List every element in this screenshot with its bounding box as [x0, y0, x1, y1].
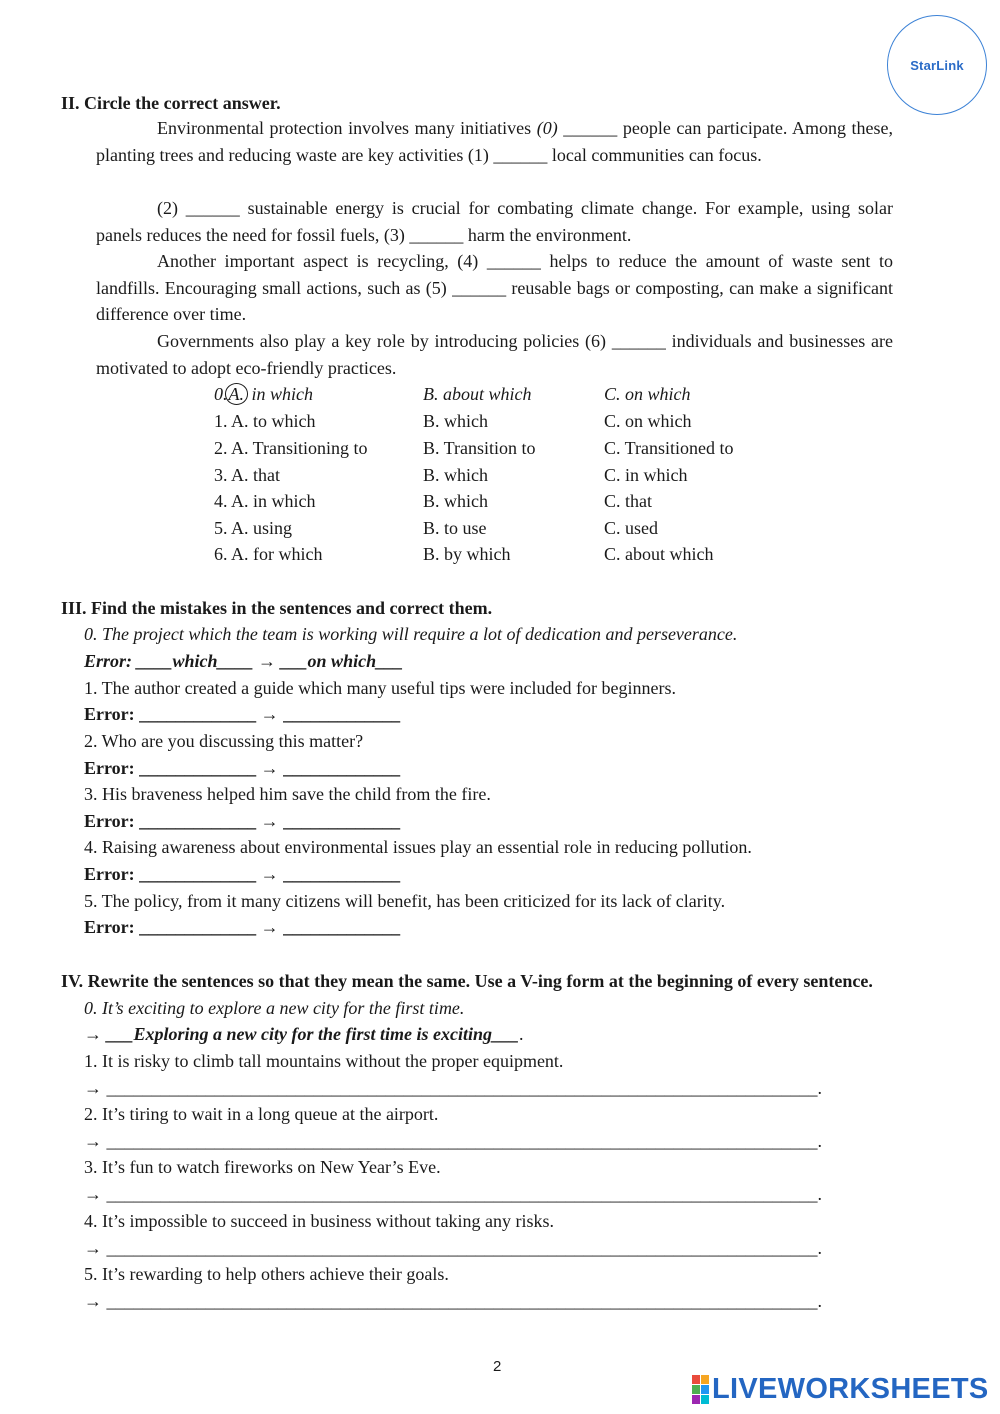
option-5-c[interactable]: C. used: [604, 518, 658, 538]
option-2-a[interactable]: 2. A. Transitioning to: [214, 438, 368, 458]
section-4-item-2-answer-line[interactable]: → _______________________________________________________________________________.: [84, 1131, 822, 1151]
section-3-item-1: 1. The author created a guide which many useful tips were included for beginners.: [84, 678, 676, 698]
option-6-c[interactable]: C. about which: [604, 544, 714, 564]
section-4-item-3-answer-line[interactable]: → _______________________________________________________________________________.: [84, 1184, 822, 1204]
paragraph-3-text: Another important aspect is recycling, (4) ______ helps to reduce the amount of waste sent to landfills. Encouraging small actions, such as (5) ______ reusable bags or composting, can make a significant difference over time.: [96, 251, 893, 325]
section-3-item-4-error-field[interactable]: Error: _____________ → _____________: [84, 864, 401, 884]
option-1-c[interactable]: C. on which: [604, 411, 692, 431]
section-3-example-sentence: 0. The project which the team is working will require a lot of dedication and perseverance.: [84, 624, 738, 644]
arrow-icon: →: [84, 1024, 102, 1044]
option-example-b: B. about which: [423, 384, 532, 404]
example-correction: on which: [307, 651, 377, 671]
option-2-c[interactable]: C. Transitioned to: [604, 438, 734, 458]
option-5-a[interactable]: 5. A. using: [214, 518, 293, 538]
paragraph-1-text: Environmental protection involves many initiatives: [157, 118, 532, 138]
section-4-example-answer: → ___Exploring a new city for the first time is exciting___.: [84, 1024, 524, 1044]
section-4-item-3: 3. It’s fun to watch fireworks on New Year’s Eve.: [84, 1157, 441, 1177]
option-1-a[interactable]: 1. A. to which: [214, 411, 316, 431]
paragraph-2-text: (2) ______ sustainable energy is crucial for combating climate change. For example, using solar panels reduces the need for fossil fuels, (3) ______ harm the environment.: [96, 198, 893, 245]
paragraph-4: [96, 328, 893, 381]
logo-block: [701, 1385, 709, 1394]
paragraph-1-marker: (0): [536, 118, 558, 138]
logo-block: [701, 1395, 709, 1404]
section-4-example-sentence: 0. It’s exciting to explore a new city for the first time.: [84, 998, 465, 1018]
section-4-item-1: 1. It is risky to climb tall mountains without the proper equipment.: [84, 1051, 564, 1071]
section-3-item-2: 2. Who are you discussing this matter?: [84, 731, 364, 751]
section-3-item-3: 3. His braveness helped him save the child from the fire.: [84, 784, 491, 804]
option-1-b[interactable]: B. which: [423, 411, 488, 431]
option-4-b[interactable]: B. which: [423, 491, 488, 511]
section-4-item-2: 2. It’s tiring to wait in a long queue at the airport.: [84, 1104, 439, 1124]
section-2-title: II. Circle the correct answer.: [61, 93, 281, 113]
logo-block: [692, 1375, 700, 1384]
section-3-item-3-error-field[interactable]: Error: _____________ → _____________: [84, 811, 401, 831]
option-3-a[interactable]: 3. A. that: [214, 465, 280, 485]
circled-answer[interactable]: A.: [225, 383, 249, 405]
logo-block: [692, 1395, 700, 1404]
option-2-b[interactable]: B. Transition to: [423, 438, 536, 458]
option-4-c[interactable]: C. that: [604, 491, 652, 511]
paragraph-4-text: Governments also play a key role by introducing policies (6) ______ individuals and businesses are motivated to adopt eco-friendly practices.: [96, 331, 893, 378]
section-4-item-4-answer-line[interactable]: → _______________________________________________________________________________.: [84, 1238, 822, 1258]
section-3-example-error: Error: ____which____ → ___on which___: [84, 651, 404, 671]
example-wrong-word: which: [172, 651, 218, 671]
paragraph-1: [96, 115, 893, 168]
section-4-title: IV. Rewrite the sentences so that they mean the same. Use a V-ing form at the beginning of every sentence.: [61, 971, 873, 991]
section-4-item-5-answer-line[interactable]: → _______________________________________________________________________________.: [84, 1291, 822, 1311]
logo-text: StarLink: [910, 57, 964, 73]
option-3-b[interactable]: B. which: [423, 465, 488, 485]
option-example-c: C. on which: [604, 384, 691, 404]
logo-block: [692, 1385, 700, 1394]
section-3-item-2-error-field[interactable]: Error: _____________ → _____________: [84, 758, 401, 778]
section-3-title: III. Find the mistakes in the sentences and correct them.: [61, 598, 493, 618]
arrow-icon: →: [258, 651, 277, 671]
liveworksheets-blocks-icon: [692, 1375, 709, 1404]
section-3-item-5: 5. The policy, from it many citizens will benefit, has been criticized for its lack of clarity.: [84, 891, 726, 911]
option-5-b[interactable]: B. to use: [423, 518, 487, 538]
section-3-item-1-error-field[interactable]: Error: _____________ → _____________: [84, 704, 401, 724]
paragraph-1-rest: ______ people can participate. Among these, planting trees and reducing waste are key activities (1) ______ local communities can focus.: [96, 118, 893, 165]
option-6-a[interactable]: 6. A. for which: [214, 544, 323, 564]
page-number: 2: [493, 1358, 502, 1375]
liveworksheets-brand: LIVEWORKSHEETS: [712, 1373, 989, 1405]
section-4-item-1-answer-line[interactable]: → _______________________________________________________________________________.: [84, 1078, 822, 1098]
starlink-logo: [887, 15, 987, 115]
option-3-c[interactable]: C. in which: [604, 465, 688, 485]
paragraph-2: [96, 195, 893, 248]
section-3-item-5-error-field[interactable]: Error: _____________ → _____________: [84, 917, 401, 937]
section-4-item-4: 4. It’s impossible to succeed in business without taking any risks.: [84, 1211, 554, 1231]
option-example-a: 0.A. in which: [214, 384, 313, 404]
logo-block: [701, 1375, 709, 1384]
option-6-b[interactable]: B. by which: [423, 544, 511, 564]
liveworksheets-logo[interactable]: [692, 1374, 989, 1404]
section-4-item-5: 5. It’s rewarding to help others achieve their goals.: [84, 1264, 449, 1284]
paragraph-3: [96, 248, 893, 328]
option-4-a[interactable]: 4. A. in which: [214, 491, 316, 511]
section-3-item-4: 4. Raising awareness about environmental issues play an essential role in reducing pollution.: [84, 837, 752, 857]
